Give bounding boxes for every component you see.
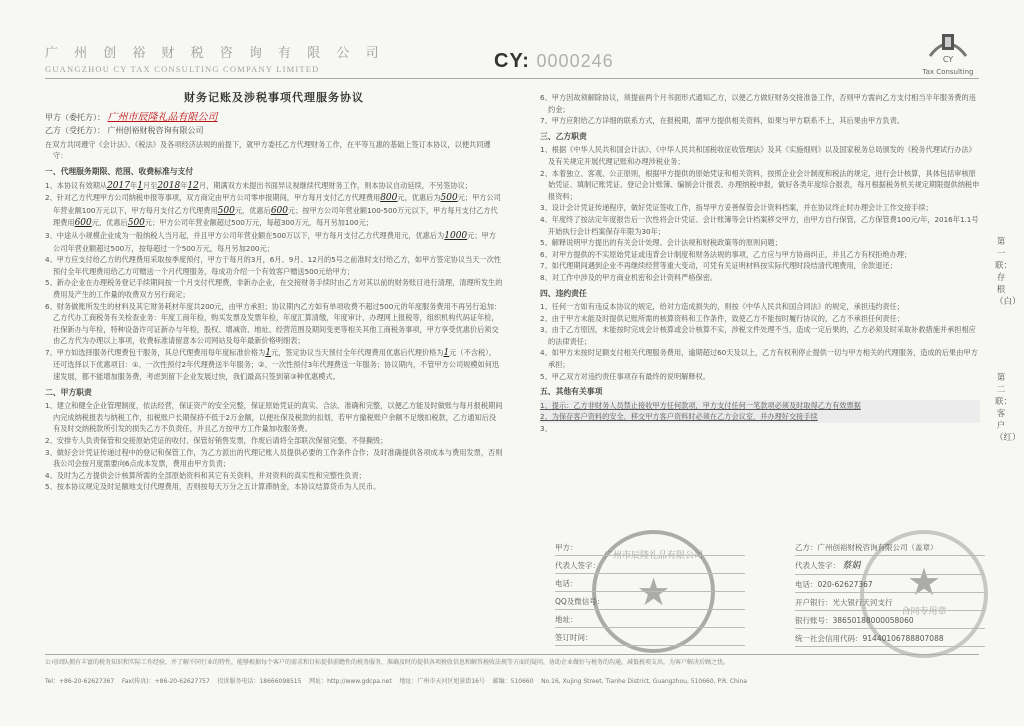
footer-hotline: 投诉服务电话：18666098515 bbox=[217, 678, 302, 685]
s2-item: 2、安排专人负责保管和交接原始凭证的收付、保管好销售发票，作废后请将全部联次保留完整、不得撕毁； bbox=[45, 436, 388, 446]
preamble: 在双方共同遵守《会计法》、《税法》及各项经济法规的前提下，就甲方委托乙方代理财务工作，在平等互惠的基础上签订本协议，以便共同遵守： bbox=[45, 139, 491, 161]
s2-item: 3、做好会计凭证传递过程中的登记和保管工作，为乙方派出的代理记账人员提供必要的工作条件合作；及时准确提供各项成本与费用发票，否则我公司会按月度需要向6点成本发票，费用由甲方负责； bbox=[45, 447, 503, 469]
party-b-value: 广州创裕财税咨询有限公司 bbox=[107, 126, 204, 136]
sign-a-party: 甲方： bbox=[555, 540, 745, 556]
sign-b-bank: 开户银行：光大银行天河支行 bbox=[795, 595, 985, 611]
s3-item: 6、对甲方提供的不实原始凭证或违背会计制度和财务法规的事项，乙方应与甲方协商纠正，并且乙方有权拒绝办理； bbox=[540, 249, 912, 259]
sign-b-rep-signature: 蔡娟 bbox=[842, 561, 861, 571]
footer-web: 网址：http://www.gdcpa.net bbox=[309, 678, 392, 685]
party-a-label: 甲方（委托方）： bbox=[45, 112, 105, 122]
side-label-second-copy: 第二联：客户（红） bbox=[995, 373, 1021, 443]
s3-item: 5、解释说明甲方提出的有关会计处理、会计法规和财税政策等的原则问题； bbox=[540, 238, 782, 248]
s4-item: 3、由于乙方原因，未能按时完成会计核算或会计核算不实，涉税文件处理不当，造成一定后果的，乙方必须及时采取补救措施并承担相应的法律责任； bbox=[540, 325, 976, 346]
company-logo bbox=[918, 26, 978, 76]
s1-item-5: 5、新办企业在办理税务登记手续期间按一个月支付代理费，非新办企业，在交接财务手续时由乙方对其以前的财务账目进行清理，清理所发生的费用及产生的工作量的收费双方另行商定； bbox=[45, 278, 503, 299]
party-b-label: 乙方（受托方）： bbox=[45, 126, 105, 136]
party-a-line bbox=[45, 112, 503, 124]
sign-a-phone: 电话： bbox=[555, 576, 745, 592]
serial-value: 0000246 bbox=[536, 51, 614, 71]
section-2-title: 二、甲方职责 bbox=[45, 387, 92, 397]
left-column bbox=[45, 92, 503, 493]
sign-a-date: 签订时间： bbox=[555, 630, 745, 646]
sign-a-rep: 代表人签字： bbox=[555, 558, 745, 574]
footer-rule bbox=[45, 654, 979, 655]
s1-item-3: 3、中途从小规模企业成为一般纳税人当月起，并且甲方公司年营业额在500万以下，甲方每月支付乙方代理费用元，优惠后为1000元；甲方公司年营业额超过500万，按每超过一个500万元，每月另加200元； bbox=[45, 230, 496, 253]
s3-item: 8、对工作中涉及的甲方商业机密和会计资料严格保密。 bbox=[540, 272, 718, 282]
section-3-title: 三、乙方职责 bbox=[540, 131, 587, 141]
sign-b-party: 乙方：广州创裕财税咨询有限公司（盖章） bbox=[795, 540, 985, 556]
s1-item-7: 7、甲方如选择服务代理费包干服务，其总代理费用每年度标准价格为1元，签定协议当天预付全年代理费用优惠后代理价格为1元（不含税），还可选择以下优惠项目：①、一次性预付2年代理费送半年服务；②、一次性预付3年代理费送一年服务；协议期内，不管甲方公司规模如何迅速发展，都不能增加服务费，考虑到留下企业发展过快，我们最高只签到第③种优惠模式。 bbox=[45, 347, 500, 382]
footer-contacts bbox=[45, 676, 980, 685]
s1-item-4: 4、甲方应支付给乙方的代理费用采取按季度预付，甲方于每月的3月，6月、9月、12月的5号之前准时支付给乙方，如甲方签定协议当天一次性预付全年代理费用给乙方可赠送一个月代理服务，每成功介绍一个有效客户赠送500元给甲方； bbox=[45, 255, 502, 276]
party-b-signature-block bbox=[795, 540, 985, 649]
s4-item: 1、任何一方如有违反本协议的规定，给对方造成损失的，则按《中华人民共和国合同法》的规定，承担违约责任； bbox=[540, 302, 904, 312]
s1-item-1: 1、本协议有效期从2017年1月至2018年12月，期满双方未提出书面异议视继续代理财务工作，则本协议自动延续，不另签协议； bbox=[45, 180, 473, 191]
document-title: 财务记账及涉税事项代理服务协议 bbox=[184, 91, 364, 104]
star-icon: ★ bbox=[636, 569, 671, 614]
sign-a-address: 地址： bbox=[555, 612, 745, 628]
section-5-title: 五、其他有关事项 bbox=[540, 387, 603, 397]
company-name-cn: 广 州 创 裕 财 税 咨 询 有 限 公 司 bbox=[45, 46, 385, 61]
s3-item: 2、本着独立、客观、公正原则，根据甲方提供的原始凭证和相关资料，按照企业会计制度和税法的规定，进行会计核算，具体包括审核原始凭证、填制记账凭证、登记会计账簿、编制会计报表、办理纳税申报，做好各类年度综合报表，每月根据税务机关规定期限提供纳税申报资料； bbox=[540, 168, 980, 201]
s3-item: 1、根据《中华人民共和国会计法》、《中华人民共和国税收征收管理法》及其《实施细则》以及国家税务总局颁发的《税务代理试行办法》及有关规定开展代理记账和办理涉税业务； bbox=[540, 145, 976, 166]
party-b-line bbox=[45, 125, 503, 137]
star-icon: ★ bbox=[906, 560, 942, 604]
footer-post: 邮编：510660 bbox=[492, 678, 534, 685]
s3-item: 7、如代理期间遇到企业不再继续经营等重大变动，可凭有关证明材料按实际代理时段结清代理费用，余款退还； bbox=[540, 261, 897, 271]
party-b-seal-text: 合同专用章 bbox=[901, 607, 947, 617]
svg-text:CY: CY bbox=[942, 55, 954, 64]
footer-address-en: No.16, Xujing Street, Tianhe District, Guangzhou, 510660, P.R. China bbox=[541, 678, 747, 685]
s2-item: 5、按本协议规定及时足额地支付代理费用，否则按每天万分之五计算滞纳金，本协议结算货币为人民币。 bbox=[45, 482, 381, 492]
footer-address-cn: 地址：广州市天河区旭景街16号 bbox=[399, 678, 485, 685]
right-column bbox=[540, 92, 980, 435]
side-label-first-copy: 第一联：存根（白） bbox=[995, 237, 1021, 307]
s2-item-cont: 6、甲方因故须解除协议，须提前两个月书面形式通知乙方，以便乙方做好财务交接准备工作，否则甲方需向乙方支付相当半年服务费的违约金； bbox=[540, 93, 976, 114]
s2-item: 4、及时为乙方提供会计核算所需的全部原始资料和其它有关资料，并对资料的真实性和完整性负责； bbox=[45, 470, 366, 480]
s4-item: 2、由于甲方未能及时提供记账所需的核算资料和工作条件，致使乙方不能按时履行协议的，乙方不承担任何责任； bbox=[540, 313, 904, 323]
party-a-value: 广州市辰隆礼品有限公司 bbox=[107, 111, 218, 123]
s2-item: 1、建立和健全企业管理制度，依法经营，保证资产的安全完整，保证原始凭证的真实、合法、准确和完整，以便乙方能及时做账与每月报税期间内完成纳税报表与纳税工作，扣税账户长期保持不低于2万金额，以便社保及税款的扣划，若甲方撤税账户余额不足缴扣税款，乙方通知后没有及时交纳税款所引发的损失乙方不负责任，并且乙方按甲方工作量加收服务费。 bbox=[45, 401, 503, 434]
s4-item: 5、甲乙双方对违约责任事项存有最终的说明解释权。 bbox=[540, 371, 710, 381]
header-rule bbox=[45, 78, 979, 79]
party-a-seal-text: 广州市辰隆礼品有限公司 bbox=[604, 551, 704, 561]
s5-item: 1、提示：乙方非财务人员禁止接收甲方任何款项，甲方支付任何一笔款项必须及时取得乙方有效票据 bbox=[540, 400, 980, 412]
sign-b-rep-line bbox=[795, 558, 985, 575]
logo-caption: Tax Consulting bbox=[922, 68, 974, 76]
s1-item-2: 2、针对乙方代理甲方公司纳税申报等事项，双方商定由甲方公司零申报期间，甲方每月支付乙方代理费用800元，优惠后为500元；甲方公司年营业额100万元以下，甲方每月支付乙方代理费用500元，优惠后600元；按甲方公司年营业额100-500万元以下，甲方每月支付乙方代理费用600元，优惠后500元；甲方公司年营业额超过500万元，每超300万元，每月另加100元； bbox=[45, 193, 501, 229]
footer-tel: Tel：+86-20-62627367 bbox=[45, 678, 115, 685]
s5-item: 2、为保存客户资料的安全，移交甲方客户资料时必须在乙方会议室，并办理好交接手续 bbox=[540, 411, 980, 423]
party-a-signature-block bbox=[555, 540, 745, 648]
section-4-title: 四、违约责任 bbox=[540, 288, 587, 298]
footer-note: 公司团队拥有丰富的税务知识和实际工作经验，并了解不同行业的特性，能够根据每个客户的需求和目标提供前瞻性的税务服务，准确及时的提供各项税收信息和解答税收法规等方面的疑问，协助企业做好与税务的沟通，减低税项支出，为客户解决后顾之忧。 bbox=[45, 659, 730, 666]
s4-item: 4、如甲方未按时足额支付相关代理服务费用，逾期超过60天及以上，乙方有权利停止提供一切与甲方相关的代理服务，造成的后果由甲方承担； bbox=[540, 348, 978, 370]
s2-item-cont: 7、甲方应附给乙方详细的联系方式，在报税期，需甲方提供相关资料，如果与甲方联系不上，其后果由甲方负责。 bbox=[540, 116, 904, 126]
serial-prefix: CY: bbox=[494, 50, 530, 72]
sign-b-rep: 代表人签字： bbox=[795, 561, 840, 570]
footer-fax: Fax(传真)：+86-20-62627757 bbox=[121, 678, 210, 685]
sign-b-phone: 电话：020-62627367 bbox=[795, 577, 985, 593]
s5-item: 3、 bbox=[540, 424, 552, 434]
logo-icon bbox=[926, 26, 970, 64]
company-name-en: GUANGZHOU CY TAX CONSULTING COMPANY LIMITED bbox=[45, 64, 320, 74]
sign-a-qq: QQ及微信号： bbox=[555, 594, 745, 610]
serial-number bbox=[494, 50, 614, 73]
sign-b-credit-code: 统一社会信用代码：91440106788807088 bbox=[795, 631, 985, 647]
sign-b-account: 银行账号：38650188000058060 bbox=[795, 613, 985, 629]
s3-item: 4、年度终了按法定年度报告后一次性将会计凭证、会计账簿等会计档案移交甲方，由甲方自行保管，乙方保管费100元/年，2016年1.1号开始执行会计档案保存年限为30年； bbox=[540, 214, 979, 236]
section-1-title: 一、代理服务期限、范围、收费标准与支付 bbox=[45, 166, 194, 176]
s3-item: 3、设计会计凭证传递程序，做好凭证签收工作，指导甲方妥善保管会计资料档案，并在协议终止时办理会计工作交接手续； bbox=[540, 203, 933, 213]
s1-item-6: 6、财务做账所发生的材料及其它财务耗材年度共200元，由甲方承担；协议期内乙方如有单项收费不超过500元的年度服务费用不再另行追加：乙方代办工商税务有关检查业务：年度工商年检，购买发票及发票年检，年度汇算清缴，年度审计，办理网上报税等，组织机构代码证年检，社保新办与年检，特种设备许可证新办与年检，股权、增减资、地址、经营范围及期间变更等相关其他工商税务事项，甲方享受优惠价后须交由乙方代为办理以上事项，收费标准请留意本公司网站及每年最新价格明细表； bbox=[45, 301, 502, 346]
